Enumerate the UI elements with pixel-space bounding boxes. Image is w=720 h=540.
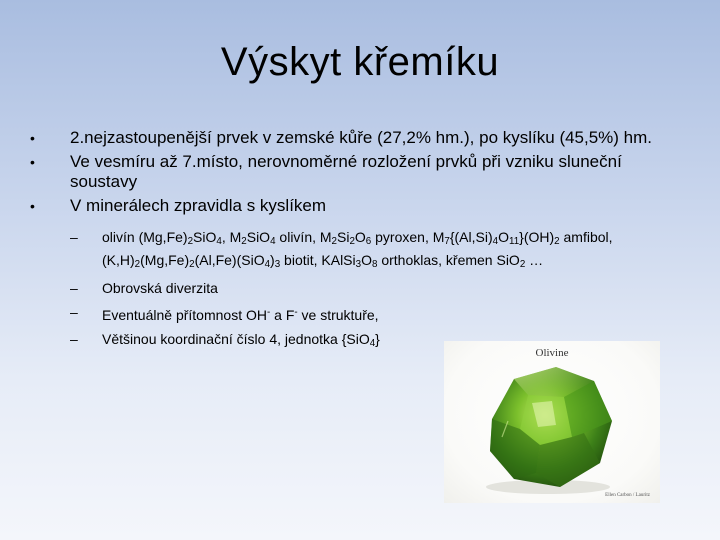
bullet-symbol: • (30, 154, 35, 170)
main-bullet-list (30, 128, 690, 358)
dash-symbol: – (70, 280, 78, 296)
sub-item-text: Většinou koordinační číslo 4, jednotka {SiO$_4$} (102, 331, 380, 349)
bullet-symbol: • (30, 198, 35, 214)
dash-symbol: – (70, 331, 78, 347)
sub-item-text: Eventuálně přítomnost OH- a F- ve struktuře, (102, 307, 379, 323)
photo-credit: Ellen Carbon / Lauritz (605, 493, 650, 498)
slide-title: Výskyt křemíku (220, 40, 500, 84)
dash-symbol: – (70, 229, 78, 245)
bullet-item (30, 152, 690, 192)
olivine-photo (444, 341, 660, 503)
photo-caption: Olivine (535, 347, 569, 359)
olivine-crystal-image (444, 341, 660, 503)
sub-item-diversity (70, 279, 690, 298)
sub-bullet-list (70, 228, 690, 353)
bullet-text: V minerálech zpravidla s kyslíkem (70, 196, 327, 215)
formula-text: olivín $(Mg,Fe)_2SiO_4$, $M_2SiO_4$ olivín, $M_2Si_2O_6$ pyroxen, $M_7\{(Al,Si)_4O_{11}\}(OH)_2$ amfibol, $(K,H)_2(Mg,Fe)_2(Al,Fe)(SiO_4)_3$ biotit, $KAlSi_3O_8$ orthoklas, křemen SiO$_2$ … (102, 229, 613, 270)
bullet-item (30, 196, 690, 353)
bullet-symbol: • (30, 130, 35, 146)
dash-symbol: – (70, 304, 78, 320)
bullet-text: 2.nejzastoupenější prvek v zemské kůře (27,2% hm.), po kyslíku (45,5%) hm. (70, 128, 653, 147)
bullet-text: Ve vesmíru až 7.místo, nerovnoměrné rozložení prvků při vzniku sluneční soustavy (70, 152, 622, 191)
bullet-item (30, 128, 690, 148)
sub-item-minerals (70, 228, 690, 274)
sub-item-text: Obrovská diverzita (102, 280, 218, 296)
sub-item-oh-f (70, 303, 690, 325)
